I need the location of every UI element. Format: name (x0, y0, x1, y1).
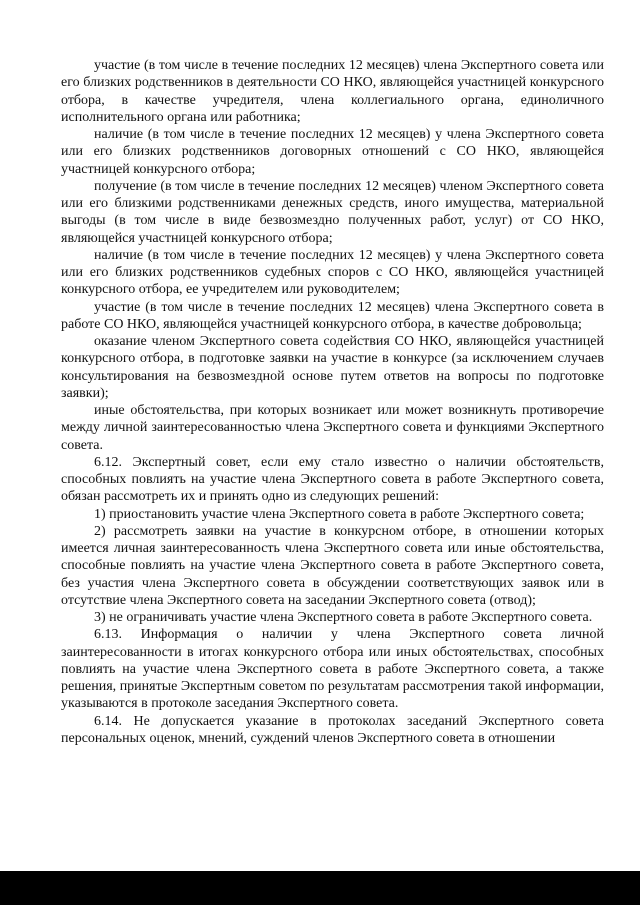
paragraph: получение (в том числе в течение последних 12 месяцев) членом Экспертного совета или его близкими родственниками денежных средств, иного имущества, материальной выгоды (в том числе в виде безвозмездно полученных работ, услуг) от СО НКО, являющейся участницей конкурсного отбора; (61, 178, 604, 246)
paragraph: оказание членом Экспертного совета содействия СО НКО, являющейся участницей конкурсного отбора, в подготовке заявки на участие в конкурсе (за исключением случаев консультирования на безвозмездной основе путем ответов на вопросы по подготовке заявки); (61, 334, 604, 401)
paragraph: наличие (в том числе в течение последних 12 месяцев) у члена Экспертного совета или его близких родственников договорных отношений с СО НКО, являющейся участницей конкурсного отбора; (61, 127, 604, 177)
paragraph: 6.14. Не допускается указание в протоколах заседаний Экспертного совета персональных оценок, мнений, суждений членов Экспертного совета в отношении (61, 713, 604, 746)
paragraph: 6.12. Экспертный совет, если ему стало известно о наличии обстоятельств, способных повлиять на участие члена Экспертного совета в работе Экспертного совета, обязан рассмотреть их и принять одно из следующих решений: (61, 454, 604, 505)
scan-bottom-edge (0, 871, 640, 905)
paragraph: 6.13. Информация о наличии у члена Экспертного совета личной заинтересованности в итогах конкурсного отбора или иных обстоятельствах, способных повлиять на участие члена Экспертного совета в работе Экспертного совета, а также решения, принятые Экспертным советом по результатам рассмотрения такой информации, указываются в протоколе заседания Экспертного совета. (61, 627, 604, 712)
paragraph: 2) рассмотреть заявки на участие в конкурсном отборе, в отношении которых имеется личная заинтересованность члена Экспертного совета или иные обстоятельства, способные повлиять на участие члена Экспертного совета в работе Экспертного совета, без участия члена Экспертного совета в обсуждении соответствующих заявок или в отсутствие члена Экспертного совета на заседании Экспертного совета (отвод); (61, 523, 604, 608)
paragraph: участие (в том числе в течение последних 12 месяцев) члена Экспертного совета в работе СО НКО, являющейся участницей конкурсного отбора, в качестве добровольца; (61, 299, 604, 332)
paragraph: 1) приостановить участие члена Экспертного совета в работе Экспертного совета; (94, 506, 585, 522)
paragraph: иные обстоятельства, при которых возникает или может возникнуть противоречие между личной заинтересованностью члена Экспертного совета и функциями Экспертного совета. (61, 403, 604, 453)
paragraph: участие (в том числе в течение последних 12 месяцев) члена Экспертного совета или его близких родственников в деятельности СО НКО, являющейся участницей конкурсного отбора, в качестве учредителя, члена коллегиального органа, единоличного исполнительного органа или работника; (61, 58, 604, 125)
paragraph: 3) не ограничивать участие члена Экспертного совета в работе Экспертного совета. (94, 610, 593, 625)
paragraph: наличие (в том числе в течение последних 12 месяцев) у члена Экспертного совета или его близких родственников судебных споров с СО НКО, являющейся участницей конкурсного отбора, ее учредителем или руководителем; (61, 247, 604, 298)
document-body (61, 57, 604, 747)
